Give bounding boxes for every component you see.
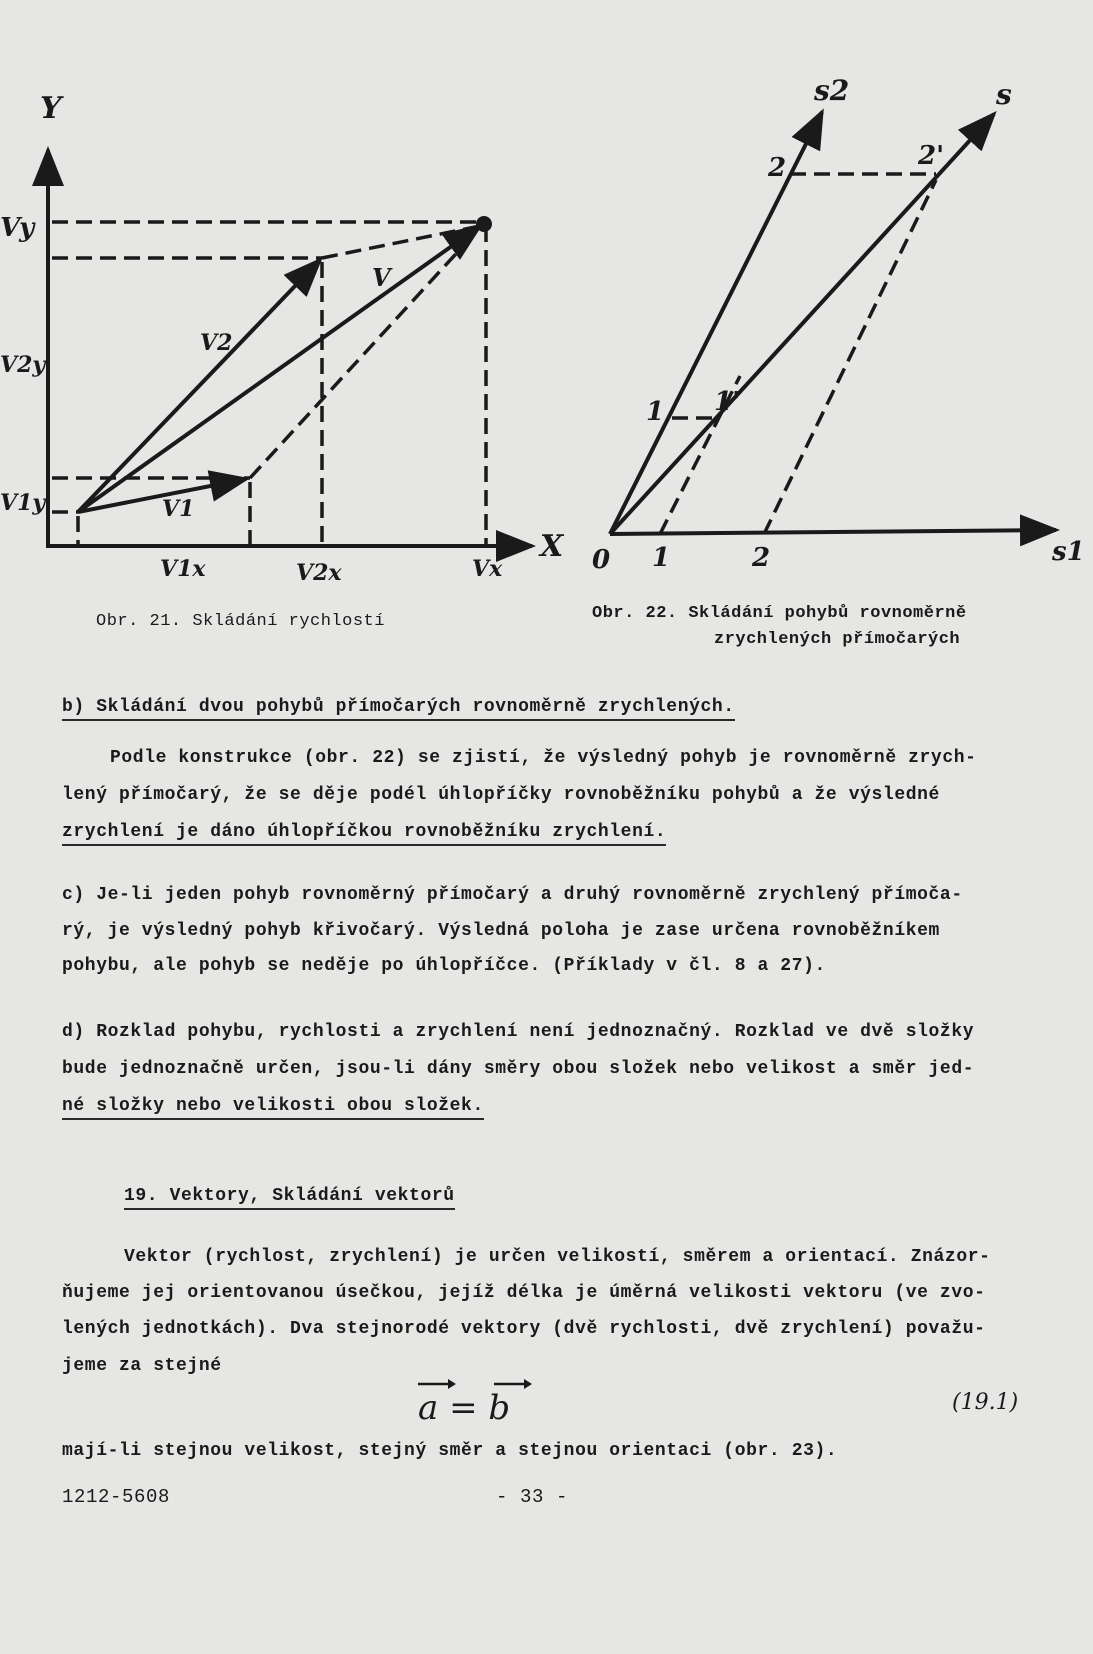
- section-d-line-3: né složky nebo velikosti obou složek.: [62, 1096, 484, 1116]
- fig21-v1-label: V1: [162, 496, 195, 522]
- section-c-line-2: rý, je výsledný pohyb křivočarý. Výsledná poloha je zase určena rovnoběžníkem: [62, 921, 940, 941]
- equation-number: (19.1): [952, 1390, 1019, 1415]
- section-b-heading: b) Skládání dvou pohybů přímočarých rovnoměrně zrychlených.: [62, 697, 735, 717]
- figure-21-velocity-composition: [0, 80, 570, 586]
- fig22-s-label: s: [996, 78, 1012, 111]
- section-19-line-5: mají-li stejnou velikost, stejný směr a stejnou orientaci (obr. 23).: [62, 1441, 838, 1461]
- section-c-line-1: c) Je-li jeden pohyb rovnoměrný přímočarý a druhý rovnoměrně zrychlený přímoča-: [62, 885, 963, 905]
- fig22-s1-label: s1: [1052, 537, 1085, 567]
- fig21-x-axis-label: X: [540, 529, 564, 564]
- fig22-point-1: 1: [646, 397, 665, 427]
- fig22-point-2: 2: [768, 153, 787, 183]
- section-19-heading: 19. Vektory, Skládání vektorů: [124, 1186, 455, 1206]
- section-19-line-3: lených jednotkách). Dva stejnorodé vektory (dvě rychlosti, dvě zrychlení) považu-: [62, 1319, 986, 1339]
- section-19-line-2: ňujeme jej orientovanou úsečkou, jejíž délka je úměrná velikosti vektoru (ve zvo-: [62, 1283, 986, 1303]
- fig21-v1x-label: V1x: [160, 556, 206, 582]
- fig21-v1y-label: V1y: [0, 490, 46, 516]
- section-b-line-2: lený přímočarý, že se děje podél úhlopříčky rovnoběžníku pohybů a že výsledné: [62, 785, 940, 805]
- fig22-axis-1: 1: [652, 543, 671, 573]
- fig22-origin-label: 0: [592, 545, 611, 575]
- fig22-caption-line1: Obr. 22. Skládání pohybů rovnoměrně: [592, 604, 967, 623]
- footer-code: 1212-5608: [62, 1486, 171, 1508]
- fig21-v2x-label: V2x: [296, 560, 342, 586]
- figure-22-accelerated-motion-composition: [580, 60, 1093, 580]
- section-19-line-1: Vektor (rychlost, zrychlení) je určen velikostí, směrem a orientací. Znázor-: [124, 1247, 991, 1267]
- fig22-caption-line2: zrychlených přímočarých: [714, 630, 961, 649]
- fig21-y-axis-label: Y: [40, 91, 62, 126]
- section-c-line-3: pohybu, ale pohyb se neděje po úhlopříčce. (Příklady v čl. 8 a 27).: [62, 956, 826, 976]
- fig21-v2y-label: V2y: [0, 352, 46, 378]
- fig22-axis-2: 2: [752, 543, 771, 573]
- page-number: - 33 -: [496, 1486, 569, 1508]
- fig21-vy-label: Vy: [0, 213, 35, 243]
- section-d-line-1: d) Rozklad pohybu, rychlosti a zrychlení není jednoznačný. Rozklad ve dvě složky: [62, 1022, 975, 1042]
- fig22-point-1prime: 1': [714, 387, 741, 417]
- section-19-line-4: jeme za stejné: [62, 1356, 222, 1376]
- fig21-v2-label: V2: [200, 330, 233, 356]
- section-b-line-3: zrychlení je dáno úhlopříčkou rovnoběžníku zrychlení.: [62, 822, 666, 842]
- section-d-line-2: bude jednoznačně určen, jsou-li dány směry obou složek nebo velikost a směr jed-: [62, 1059, 975, 1079]
- fig22-point-2prime: 2': [918, 141, 945, 171]
- fig21-caption: Obr. 21. Skládání rychlostí: [96, 612, 385, 631]
- vector-equality-formula: a = b: [418, 1388, 511, 1428]
- fig21-v-label: V: [372, 263, 391, 292]
- fig22-s2-label: s2: [814, 74, 850, 107]
- section-b-line-1: Podle konstrukce (obr. 22) se zjistí, že výsledný pohyb je rovnoměrně zrych-: [110, 748, 977, 768]
- fig21-vx-label: Vx: [472, 556, 503, 582]
